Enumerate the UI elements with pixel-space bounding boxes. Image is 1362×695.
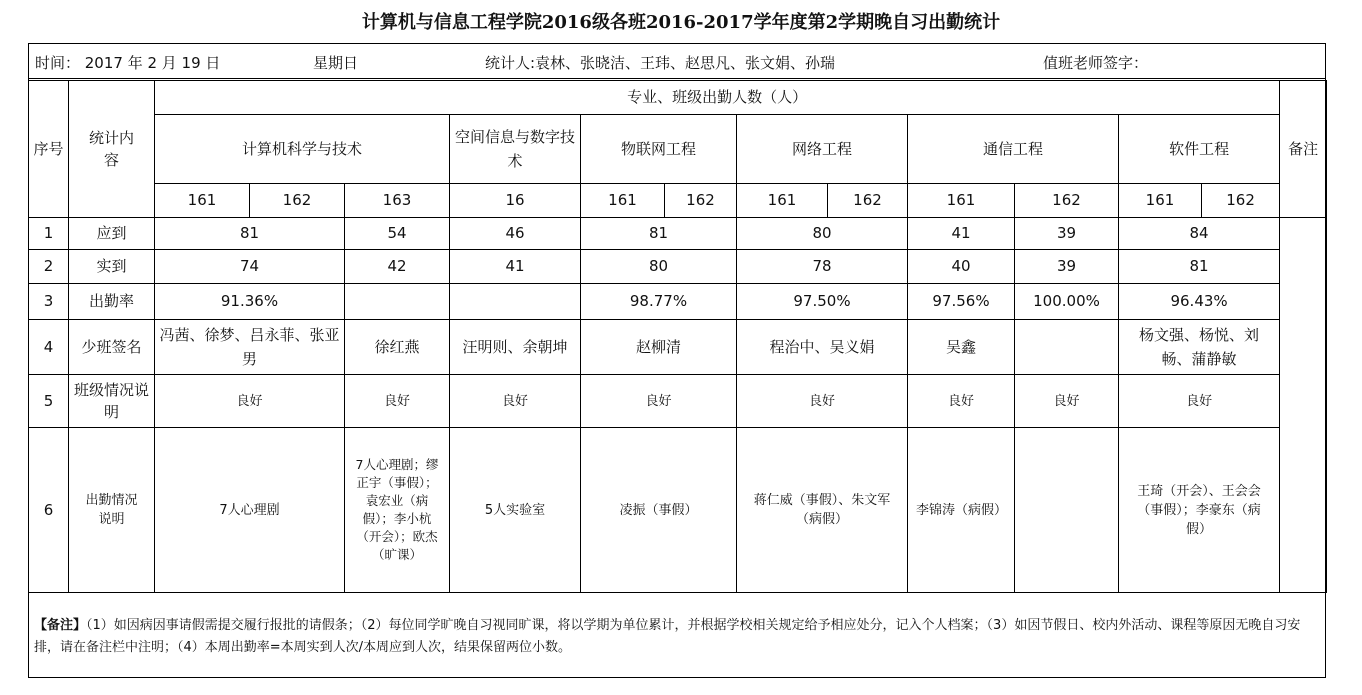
table-row: [29, 218, 1327, 250]
data-cell: 7人心理剧: [155, 428, 345, 593]
data-cell: 良好: [345, 375, 450, 428]
data-cell: 良好: [155, 375, 345, 428]
row-label: 应到: [69, 218, 155, 250]
major-spatial: 空间信息与数字技术: [450, 115, 581, 184]
data-cell-empty: [450, 284, 581, 320]
data-cell: 41: [450, 250, 581, 284]
table-row: [29, 428, 1327, 593]
class-cell: 161: [737, 184, 828, 218]
table-row: [29, 320, 1327, 375]
row-seq: 1: [29, 218, 69, 250]
major-iot: 物联网工程: [581, 115, 737, 184]
data-cell: 100.00%: [1015, 284, 1119, 320]
data-cell: 91.36%: [155, 284, 345, 320]
data-cell: 42: [345, 250, 450, 284]
data-cell: 良好: [581, 375, 737, 428]
data-cell: 81: [581, 218, 737, 250]
data-cell: 良好: [1119, 375, 1280, 428]
data-cell: 81: [155, 218, 345, 250]
class-cell: 162: [1015, 184, 1119, 218]
data-cell: 41: [908, 218, 1015, 250]
data-cell: 蒋仁威（事假）、朱文军（病假）: [737, 428, 908, 593]
data-cell: 良好: [908, 375, 1015, 428]
data-cell: 39: [1015, 250, 1119, 284]
data-cell: 李锦涛（病假）: [908, 428, 1015, 593]
page-title: 计算机与信息工程学院2016级各班2016-2017学年度第2学期晚自习出勤统计: [361, 12, 1001, 33]
data-cell: 冯茜、徐梦、吕永菲、张亚男: [155, 320, 345, 375]
data-cell: 5人实验室: [450, 428, 581, 593]
data-cell: 程治中、吴义娟: [737, 320, 908, 375]
teacher-sign-label: 值班老师签字：: [1043, 54, 1149, 72]
header-remark: 备注: [1280, 81, 1327, 218]
row-label: 出勤率: [69, 284, 155, 320]
class-cell: 162: [250, 184, 345, 218]
data-cell: 良好: [1015, 375, 1119, 428]
table-row: [29, 284, 1327, 320]
table-row: [29, 375, 1327, 428]
weekday-text: 星期日: [313, 54, 359, 72]
class-cell: 162: [665, 184, 737, 218]
data-cell: 吴鑫: [908, 320, 1015, 375]
row-seq: 2: [29, 250, 69, 284]
table-row: [29, 250, 1327, 284]
header-seq: 序号: [29, 81, 69, 218]
data-cell: 97.56%: [908, 284, 1015, 320]
class-cell: 161: [908, 184, 1015, 218]
data-cell: 杨文强、杨悦、刘畅、蒲静敏: [1119, 320, 1280, 375]
data-cell: 80: [581, 250, 737, 284]
data-cell: 赵柳清: [581, 320, 737, 375]
class-cell: 161: [1119, 184, 1202, 218]
data-cell: 74: [155, 250, 345, 284]
data-cell: 良好: [450, 375, 581, 428]
row-label: 班级情况说明: [69, 375, 155, 428]
data-cell: 80: [737, 218, 908, 250]
data-cell-empty: [345, 284, 450, 320]
remark-column: [1280, 218, 1327, 593]
footnote: [34, 615, 1318, 659]
row-seq: 6: [29, 428, 69, 593]
major-network: 网络工程: [737, 115, 908, 184]
row-seq: 4: [29, 320, 69, 375]
major-cs: 计算机科学与技术: [155, 115, 450, 184]
data-cell: 78: [737, 250, 908, 284]
data-cell: 徐红燕: [345, 320, 450, 375]
class-cell: 161: [581, 184, 665, 218]
data-cell: 54: [345, 218, 450, 250]
class-cell: 16: [450, 184, 581, 218]
row-label: 少班签名: [69, 320, 155, 375]
data-cell: 96.43%: [1119, 284, 1280, 320]
data-cell: 凌振（事假）: [581, 428, 737, 593]
statisticians-text: 统计人:袁林、张晓洁、王玮、赵思凡、张文娟、孙瑞: [485, 54, 836, 72]
date-text: 时间： 2017 年 2 月 19 日: [35, 54, 221, 72]
data-cell: 39: [1015, 218, 1119, 250]
data-cell: 王琦（开会）、王会会（事假）；李豪东（病假）: [1119, 428, 1280, 593]
data-cell: 汪明则、余朝坤: [450, 320, 581, 375]
class-cell: 162: [1202, 184, 1280, 218]
footnote-label: 【备注】: [34, 618, 87, 633]
header-group: 专业、班级出勤人数（人）: [155, 81, 1280, 115]
class-cell: 161: [155, 184, 250, 218]
info-bar: [28, 43, 1326, 79]
major-software: 软件工程: [1119, 115, 1280, 184]
footnote-text: （1）如因病因事请假需提交履行报批的请假条；（2）每位同学旷晚自习视同旷课，将以学期为单位累计，并根据学校相关规定给予相应处分，记入个人档案；（3）如因节假日、校内外活动、课程等原因无晚自习安排，请在备注栏中注明；（4）本周出勤率=本周实到人次/本周应到人次，结果保留两位小数。: [34, 618, 1301, 655]
data-cell: 97.50%: [737, 284, 908, 320]
row-seq: 5: [29, 375, 69, 428]
data-cell-empty: [1015, 320, 1119, 375]
attendance-table: [28, 80, 1327, 593]
data-cell: 良好: [737, 375, 908, 428]
data-cell: 81: [1119, 250, 1280, 284]
data-cell: 98.77%: [581, 284, 737, 320]
data-cell: 7人心理剧；缪正宇（事假）；袁宏业（病假）；李小杭（开会）；欧杰（旷课）: [345, 428, 450, 593]
data-cell-empty: [1015, 428, 1119, 593]
class-cell: 163: [345, 184, 450, 218]
row-label: 出勤情况说明: [69, 428, 155, 593]
major-comm: 通信工程: [908, 115, 1119, 184]
data-cell: 46: [450, 218, 581, 250]
header-content: 统计内容: [69, 81, 155, 218]
row-label: 实到: [69, 250, 155, 284]
data-cell: 40: [908, 250, 1015, 284]
data-cell: 84: [1119, 218, 1280, 250]
row-seq: 3: [29, 284, 69, 320]
class-cell: 162: [828, 184, 908, 218]
